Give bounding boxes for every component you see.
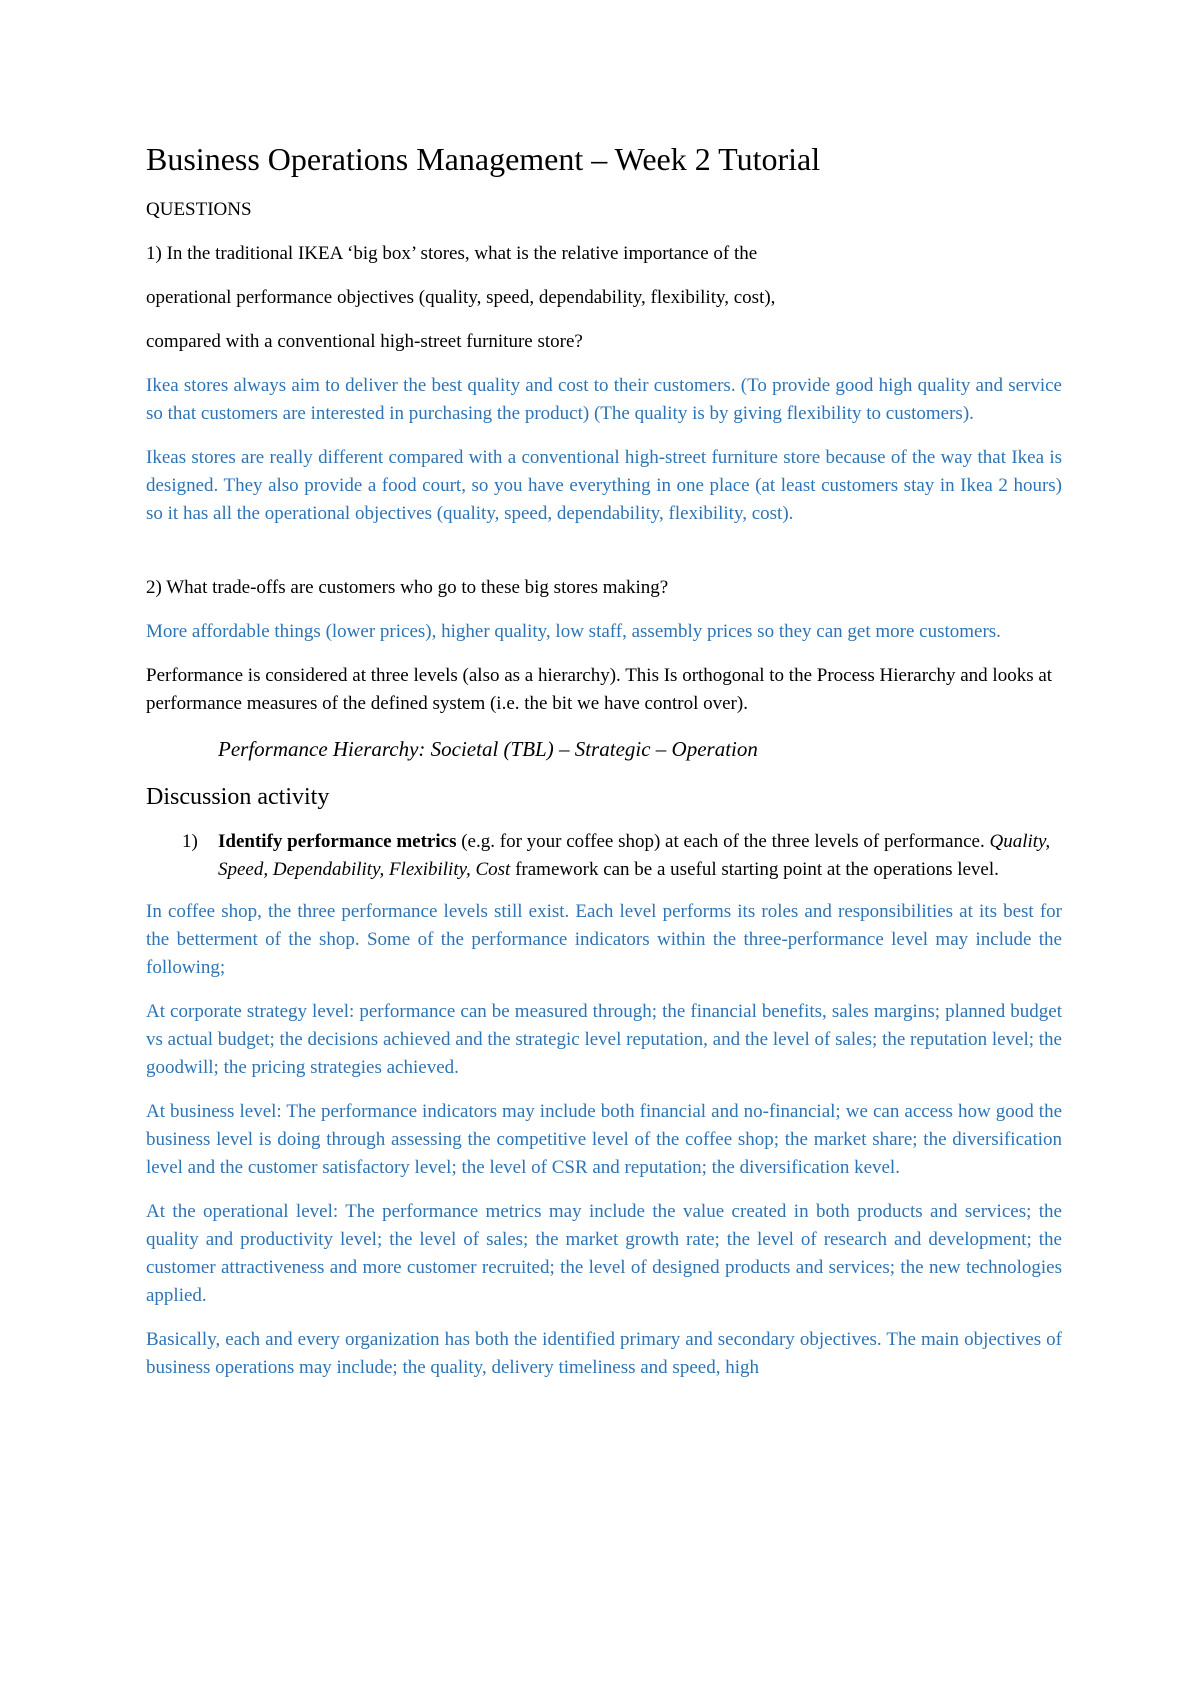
activity-item bbox=[182, 828, 1062, 884]
blank-line bbox=[146, 544, 1062, 574]
question-1-line-1: 1) In the traditional IKEA ‘big box’ stores, what is the relative importance of the bbox=[146, 243, 758, 265]
answer-1-paragraph: Ikeas stores are really different compared with a conventional high-street furniture store because of the way that Ikea is designed. They also provide a food court, so you have everything in one place (at least customers stay in Ikea 2 hours) so it has all the operational objectives (quality, speed, dependability, flexibility, cost). bbox=[146, 447, 1062, 525]
answer-paragraph: At corporate strategy level: performance can be measured through; the financial benefits, sales margins; planned budget vs actual budget; the decisions achieved and the strategic level reputation, and the level of sales; the reputation level; the goodwill; the pricing strategies achieved. bbox=[146, 1000, 1062, 1078]
activity-text-part: (e.g. for your coffee shop) at each of the three levels of performance. bbox=[456, 830, 990, 852]
document-title: Business Operations Management – Week 2 Tutorial bbox=[146, 141, 821, 177]
activity-text bbox=[218, 828, 1062, 884]
answer-1-paragraph: Ikea stores always aim to deliver the best quality and cost to their customers. (To provide good high quality and service so that customers are interested in purchasing the product) (The quality is by giving flexibility to customers). bbox=[146, 375, 1062, 425]
questions-heading: QUESTIONS bbox=[146, 199, 252, 221]
answer-paragraph: At the operational level: The performance metrics may include the value created in both products and services; the quality and productivity level; the level of sales; the market growth rate; the level of research and development; the customer attractiveness and more customer recruited; the level of designed products and services; the new technologies applied. bbox=[146, 1200, 1062, 1306]
answer-paragraph: At business level: The performance indicators may include both financial and no-financial; we can access how good the business level is doing through assessing the competitive level of the coffee shop; the market share; the diversification level and the customer satisfactory level; the level of CSR and reputation; the diversification kevel. bbox=[146, 1100, 1062, 1178]
performance-hierarchy-line: Performance Hierarchy: Societal (TBL) – Strategic – Operation bbox=[218, 737, 758, 762]
answer-2-paragraph: More affordable things (lower prices), higher quality, low staff, assembly prices so they can get more customers. bbox=[146, 621, 1001, 643]
activity-bold-text: Identify performance metrics bbox=[218, 830, 457, 852]
document-page bbox=[146, 140, 1062, 1398]
answer-paragraph: Basically, each and every organization has both the identified primary and secondary objectives. The main objectives of business operations may include; the quality, delivery timeliness and speed, high bbox=[146, 1328, 1062, 1378]
activity-italic-text: Quality, Speed, Dependability, Flexibility, Cost bbox=[218, 830, 1051, 880]
performance-paragraph: Performance is considered at three levels (also as a hierarchy). This Is orthogonal to the Process Hierarchy and looks at performance measures of the defined system (i.e. the bit we have control over). bbox=[146, 665, 1053, 715]
activity-text-part: framework can be a useful starting point at the operations level. bbox=[510, 858, 999, 880]
discussion-heading: Discussion activity bbox=[146, 784, 330, 811]
activity-number: 1) bbox=[182, 830, 198, 852]
answer-paragraph: In coffee shop, the three performance levels still exist. Each level performs its roles and responsibilities at its best for the betterment of the shop. Some of the performance indicators within the three-performance level may include the following; bbox=[146, 900, 1062, 978]
question-1-line-3: compared with a conventional high-street furniture store? bbox=[146, 331, 583, 353]
question-1-line-2: operational performance objectives (quality, speed, dependability, flexibility, cost), bbox=[146, 287, 776, 309]
question-2: 2) What trade-offs are customers who go to these big stores making? bbox=[146, 577, 669, 599]
